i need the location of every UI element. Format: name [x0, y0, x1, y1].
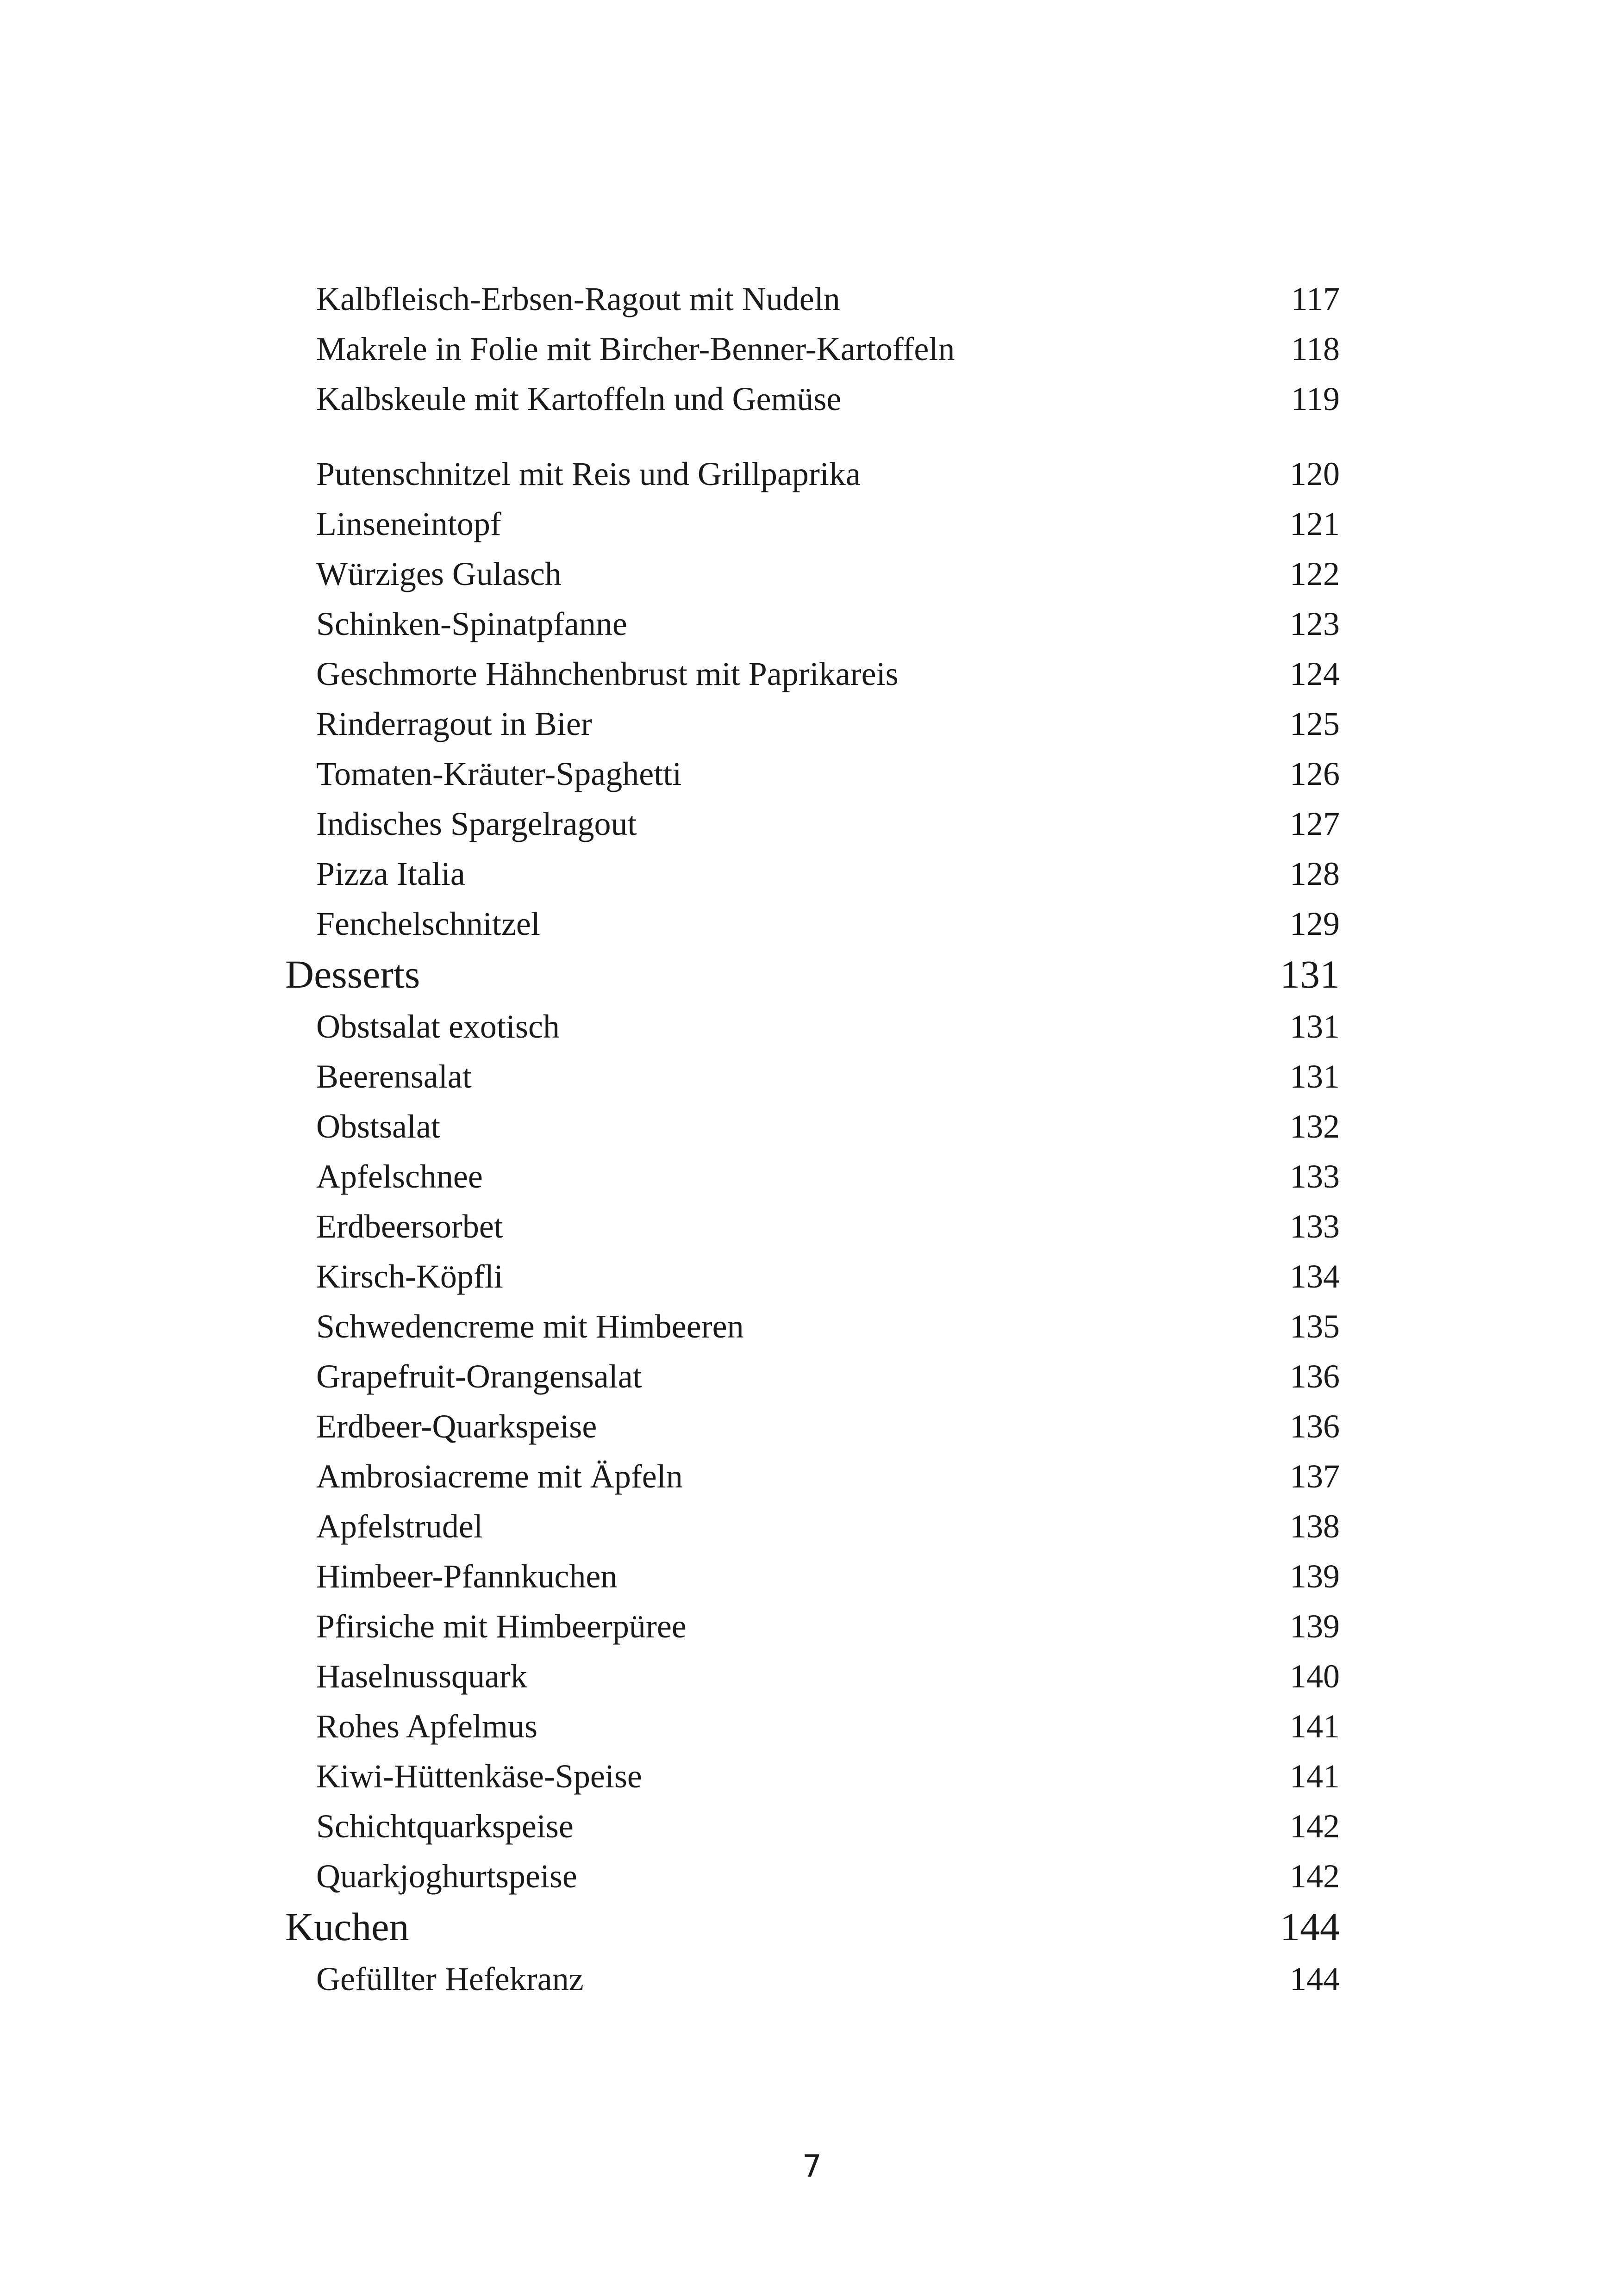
toc-entry-title: Pizza Italia — [316, 855, 465, 892]
toc-entry-title: Himbeer-Pfannkuchen — [316, 1558, 618, 1595]
toc-page-number: 131 — [1280, 952, 1340, 996]
toc-page-number: 140 — [1290, 1658, 1340, 1695]
toc-entry-title: Schichtquarkspeise — [316, 1808, 574, 1845]
toc-page-number: 131 — [1290, 1058, 1340, 1095]
toc-page-number: 144 — [1280, 1904, 1340, 1949]
toc-page-number: 124 — [1290, 655, 1340, 692]
toc-page-number: 123 — [1290, 605, 1340, 642]
toc-entry-title: Beerensalat — [316, 1058, 472, 1095]
toc-page-number: 120 — [1290, 455, 1340, 492]
toc-page-number: 133 — [1290, 1158, 1340, 1195]
toc-entry-title: Kalbfleisch-Erbsen-Ragout mit Nudeln — [316, 280, 840, 317]
toc-entry-title: Tomaten-Kräuter-Spaghetti — [316, 755, 682, 792]
toc-entry-title: Gefüllter Hefekranz — [316, 1960, 584, 1997]
toc-entry-title: Apfelschnee — [316, 1158, 483, 1195]
toc-entry-title: Obstsalat — [316, 1108, 440, 1145]
toc-page-number: 126 — [1290, 755, 1340, 792]
toc-entry-title: Pfirsiche mit Himbeerpüree — [316, 1608, 687, 1645]
toc-entry-title: Kirsch-Köpfli — [316, 1258, 503, 1295]
toc-entry-title: Haselnussquark — [316, 1658, 527, 1695]
toc-page-number: 136 — [1290, 1408, 1340, 1445]
toc-page-number: 137 — [1290, 1458, 1340, 1495]
toc-page-number: 117 — [1291, 280, 1340, 317]
toc-entry-title: Apfelstrudel — [316, 1508, 483, 1545]
toc-page-number: 127 — [1290, 805, 1340, 842]
toc-entry-title: Erdbeersorbet — [316, 1208, 503, 1245]
toc-section-title: Kuchen — [285, 1904, 409, 1949]
toc-entry-title: Rinderragout in Bier — [316, 705, 592, 742]
toc-entry-title: Kiwi-Hüttenkäse-Speise — [316, 1758, 642, 1795]
toc-page-number: 129 — [1290, 905, 1340, 942]
toc-page-number: 122 — [1290, 555, 1340, 592]
toc-page-number: 138 — [1290, 1508, 1340, 1545]
toc-page-number: 131 — [1290, 1008, 1340, 1045]
toc-page-number: 141 — [1290, 1708, 1340, 1745]
page-number: 7 — [802, 2148, 822, 2184]
toc-entry-title: Obstsalat exotisch — [316, 1008, 560, 1045]
toc-section-title: Desserts — [285, 952, 420, 996]
toc-page-number: 121 — [1290, 505, 1340, 542]
toc-entry-title: Putenschnitzel mit Reis und Grillpaprika — [316, 455, 861, 492]
toc-entry-title: Ambrosiacreme mit Äpfeln — [316, 1458, 683, 1495]
toc-entry-title: Schinken-Spinatpfanne — [316, 605, 627, 642]
toc-page-number: 132 — [1290, 1108, 1340, 1145]
toc-page-number: 136 — [1290, 1358, 1340, 1395]
toc-entry-title: Geschmorte Hähnchenbrust mit Paprikareis — [316, 655, 899, 692]
toc-entry-title: Schwedencreme mit Himbeeren — [316, 1308, 744, 1345]
toc-entry-title: Grapefruit-Orangensalat — [316, 1358, 642, 1395]
toc-page-number: 125 — [1290, 705, 1340, 742]
toc-entry-title: Erdbeer-Quarkspeise — [316, 1408, 597, 1445]
toc-entry-title: Indisches Spargelragout — [316, 805, 637, 842]
toc-entry-title: Makrele in Folie mit Bircher-Benner-Kartoffeln — [316, 330, 955, 367]
toc-entry-title: Kalbskeule mit Kartoffeln und Gemüse — [316, 380, 842, 417]
toc-page-number: 133 — [1290, 1208, 1340, 1245]
toc-page-number: 141 — [1290, 1758, 1340, 1795]
toc-page-number: 139 — [1290, 1608, 1340, 1645]
toc-page-number: 142 — [1290, 1808, 1340, 1845]
toc-entry-title: Quarkjoghurtspeise — [316, 1858, 577, 1895]
toc-entry-title: Fenchelschnitzel — [316, 905, 540, 942]
toc-page-number: 142 — [1290, 1858, 1340, 1895]
toc-page-number: 144 — [1290, 1960, 1340, 1997]
toc-entry-title: Rohes Apfelmus — [316, 1708, 537, 1745]
toc-page-number: 134 — [1290, 1258, 1340, 1295]
toc-page-number: 128 — [1290, 855, 1340, 892]
toc-page-number: 139 — [1290, 1558, 1340, 1595]
toc-entry-title: Würziges Gulasch — [316, 555, 562, 592]
toc-page-number: 119 — [1291, 380, 1340, 417]
toc-page-number: 135 — [1290, 1308, 1340, 1345]
toc-entry-title: Linseneintopf — [316, 505, 501, 542]
toc-page-number: 118 — [1291, 330, 1340, 367]
